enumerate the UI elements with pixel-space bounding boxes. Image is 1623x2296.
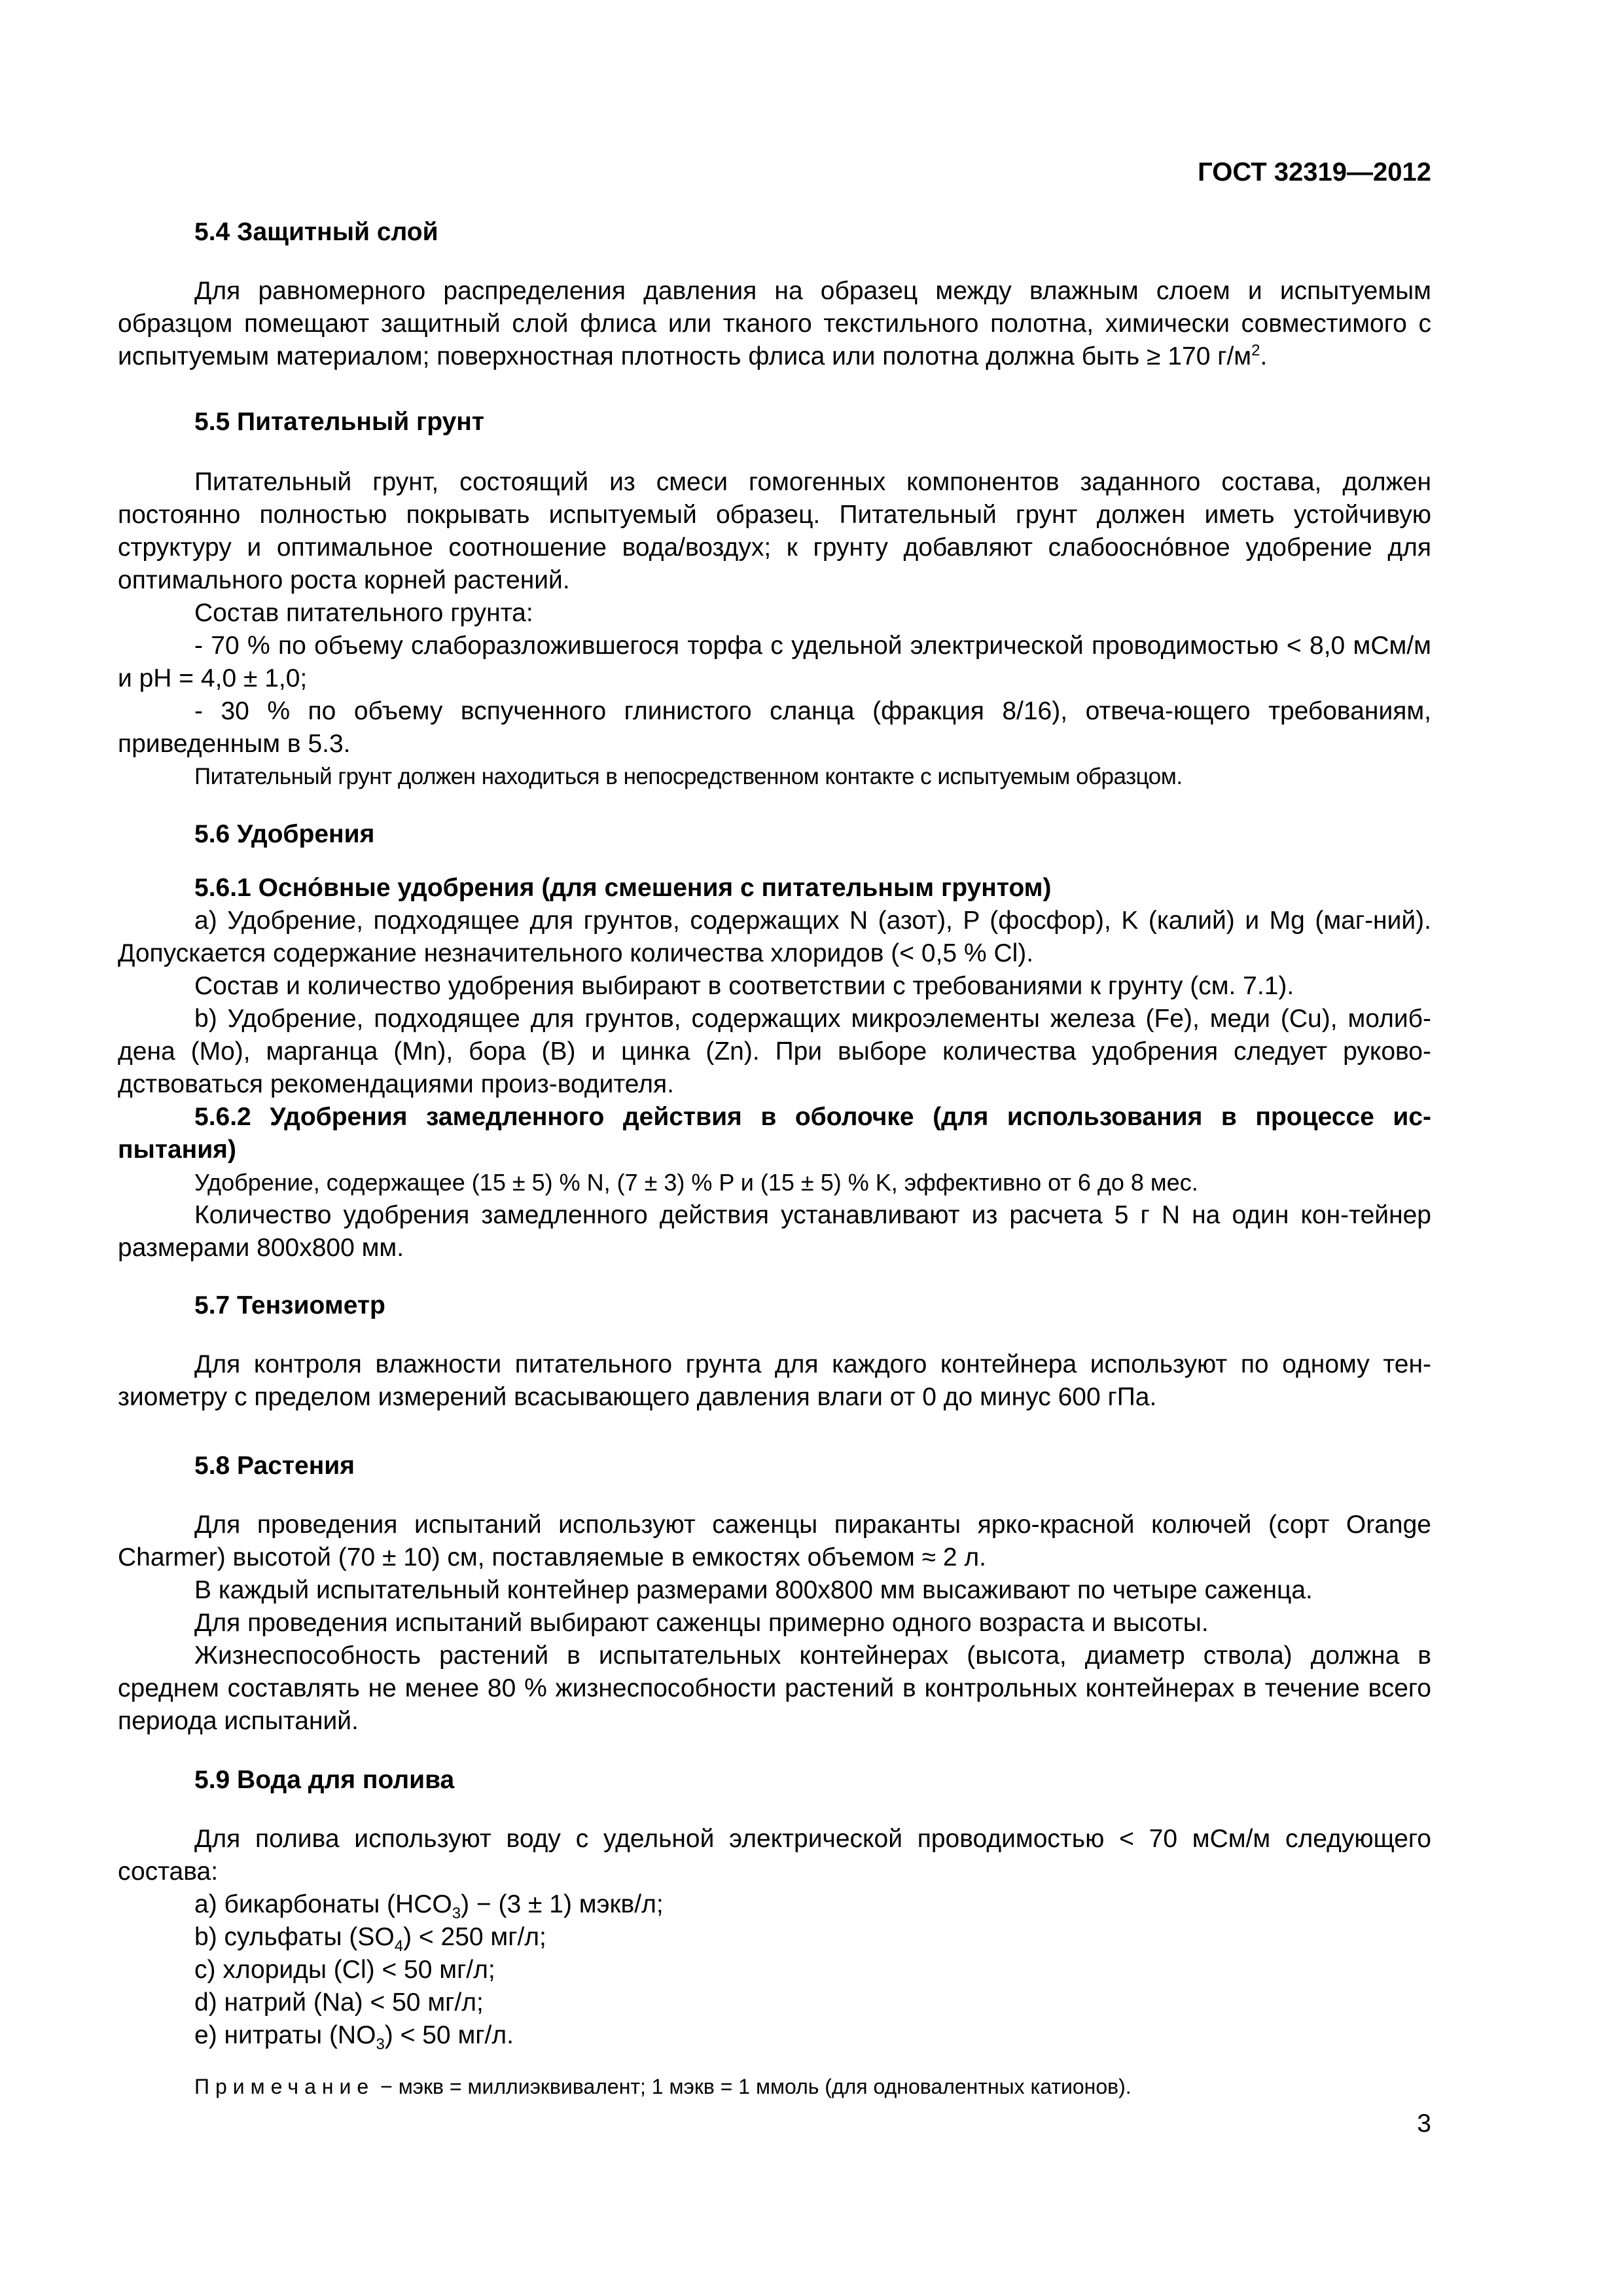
list-item: a) бикарбонаты $(HCO_3) - (3 \pm 1)$ мэкв/л; <box>194 1890 664 1922</box>
section-5-6 <box>118 818 1431 1265</box>
paragraph: Количество удобрения замедленного действия устанавливают из расчета 5 г N на один кон-тейнер размерами 800х800 мм. <box>118 1201 1431 1262</box>
paragraph: Жизнеспособность растений в испытательных контейнерах (высота, диаметр ствола) должна в среднем составлять не менее 80 % жизнеспособности растений в контрольных контейнерах в течение всего периода испытаний. <box>118 1641 1431 1735</box>
paragraph: Для равномерного распределения давления на образец между влажным слоем и испытуемым образцом помещают защитный слой флиса или тканого текстильного полотна, химически совместимого с испытуемым материалом; поверхностная плотность флиса или полотна должна быть ≥ 170 $г/м^2$. <box>118 277 1431 370</box>
section-title: 5.4 Защитный слой <box>194 218 438 246</box>
paragraph: Для контроля влажности питательного грунта для каждого контейнера используют по одному тен-зиометру с пределом измерений всасывающего давления влаги от 0 до минус 600 гПа. <box>118 1350 1431 1411</box>
paragraph: - 30 % по объему вспученного глинистого сланца (фракция 8/16), отвеча-ющего требованиям, приведенным в 5.3. <box>118 697 1431 758</box>
page-number: 3 <box>1417 2109 1431 2138</box>
paragraph: Питательный грунт должен находиться в непосредственном контакте с испытуемым образцом. <box>194 764 1183 789</box>
paragraph: Для проведения испытаний используют саженцы пираканты ярко-красной колючей (сорт Orange Charmer) высотой (70 ± 10) см, поставляемые в емкостях объемом ≈ 2 л. <box>118 1511 1431 1571</box>
section-5-4 <box>118 216 1431 373</box>
paragraph: Удобрение, содержащее (15 ± 5) % N, (7 ± 3) % P и (15 ± 5) % K, эффективно от 6 до 8 мес. <box>194 1169 1198 1196</box>
paragraph: Для проведения испытаний выбирают саженцы примерно одного возраста и высоты. <box>194 1609 1209 1637</box>
paragraph: a) Удобрение, подходящее для грунтов, содержащих N (азот), P (фосфор), K (калий) и Mg (маг-ний). Допускается содержание незначительного количества хлоридов (< 0,5 % Cl). <box>118 906 1431 967</box>
paragraph: - 70 % по объему слаборазложившегося торфа с удельной электрической проводимостью < 8,0 мСм/м и pH = 4,0 ± 1,0; <box>118 632 1431 692</box>
paragraph: Состав и количество удобрения выбирают в соответствии с требованиями к грунту (см. 7.1). <box>194 972 1294 1000</box>
section-title: 5.9 Вода для полива <box>194 1766 455 1794</box>
section-5-7 <box>118 1289 1431 1414</box>
list-item: c) хлориды (Cl) < 50 мг/л; <box>194 1956 495 1984</box>
section-title: 5.5 Питательный грунт <box>194 408 484 436</box>
paragraph: Для полива используют воду с удельной электрической проводимостью < 70 мСм/м следующего состава: <box>118 1825 1431 1886</box>
note-text: − мэкв = миллиэквивалент; 1 мэкв = 1 ммоль (для одновалентных катионов). <box>374 2075 1132 2098</box>
list-item: e) нитраты $(NO_3) < 50$ мг/л. <box>194 2021 514 2053</box>
section-5-5 <box>118 406 1431 793</box>
subsection-title: 5.6.1 Осно́вные удобрения (для смешения с питательным грунтом) <box>194 874 1052 902</box>
paragraph: b) Удобрение, подходящее для грунтов, содержащих микроэлементы железа (Fe), меди (Cu), молиб-дена (Mo), марганца (Mn), бора (B) и цинка (Zn). При выборе количества удобрения следует руково-дствоваться рекомендациями произ-водителя. <box>118 1005 1431 1098</box>
list-item: d) натрий (Na) < 50 мг/л; <box>194 1988 484 2017</box>
paragraph: Питательный грунт, состоящий из смеси гомогенных компонентов заданного состава, должен постоянно полностью покрывать испытуемый образец. Питательный грунт должен иметь устойчивую структуру и оптимальное соотношение вода/воздух; к грунту добавляют слабоосно́вное удобрение для оптимального роста корней растений. <box>118 468 1431 594</box>
paragraph: В каждый испытательный контейнер размерами 800х800 мм высаживают по четыре саженца. <box>194 1576 1313 1604</box>
note <box>118 2070 1431 2103</box>
section-5-9 <box>118 1764 1431 2103</box>
subsection-title: 5.6.2 Удобрения замедленного действия в оболочке (для использования в процессе ис-пытания) <box>118 1103 1431 1164</box>
list-item: b) сульфаты $(SO_4) < 250$ мг/л; <box>194 1923 546 1955</box>
note-label: Примечание <box>194 2075 375 2098</box>
section-title: 5.8 Растения <box>194 1452 355 1480</box>
section-title: 5.7 Тензиометр <box>194 1291 385 1319</box>
paragraph: Состав питательного грунта: <box>194 599 533 627</box>
section-5-8 <box>118 1450 1431 1738</box>
document-code: ГОСТ 32319—2012 <box>1198 158 1431 187</box>
section-title: 5.6 Удобрения <box>194 820 375 848</box>
